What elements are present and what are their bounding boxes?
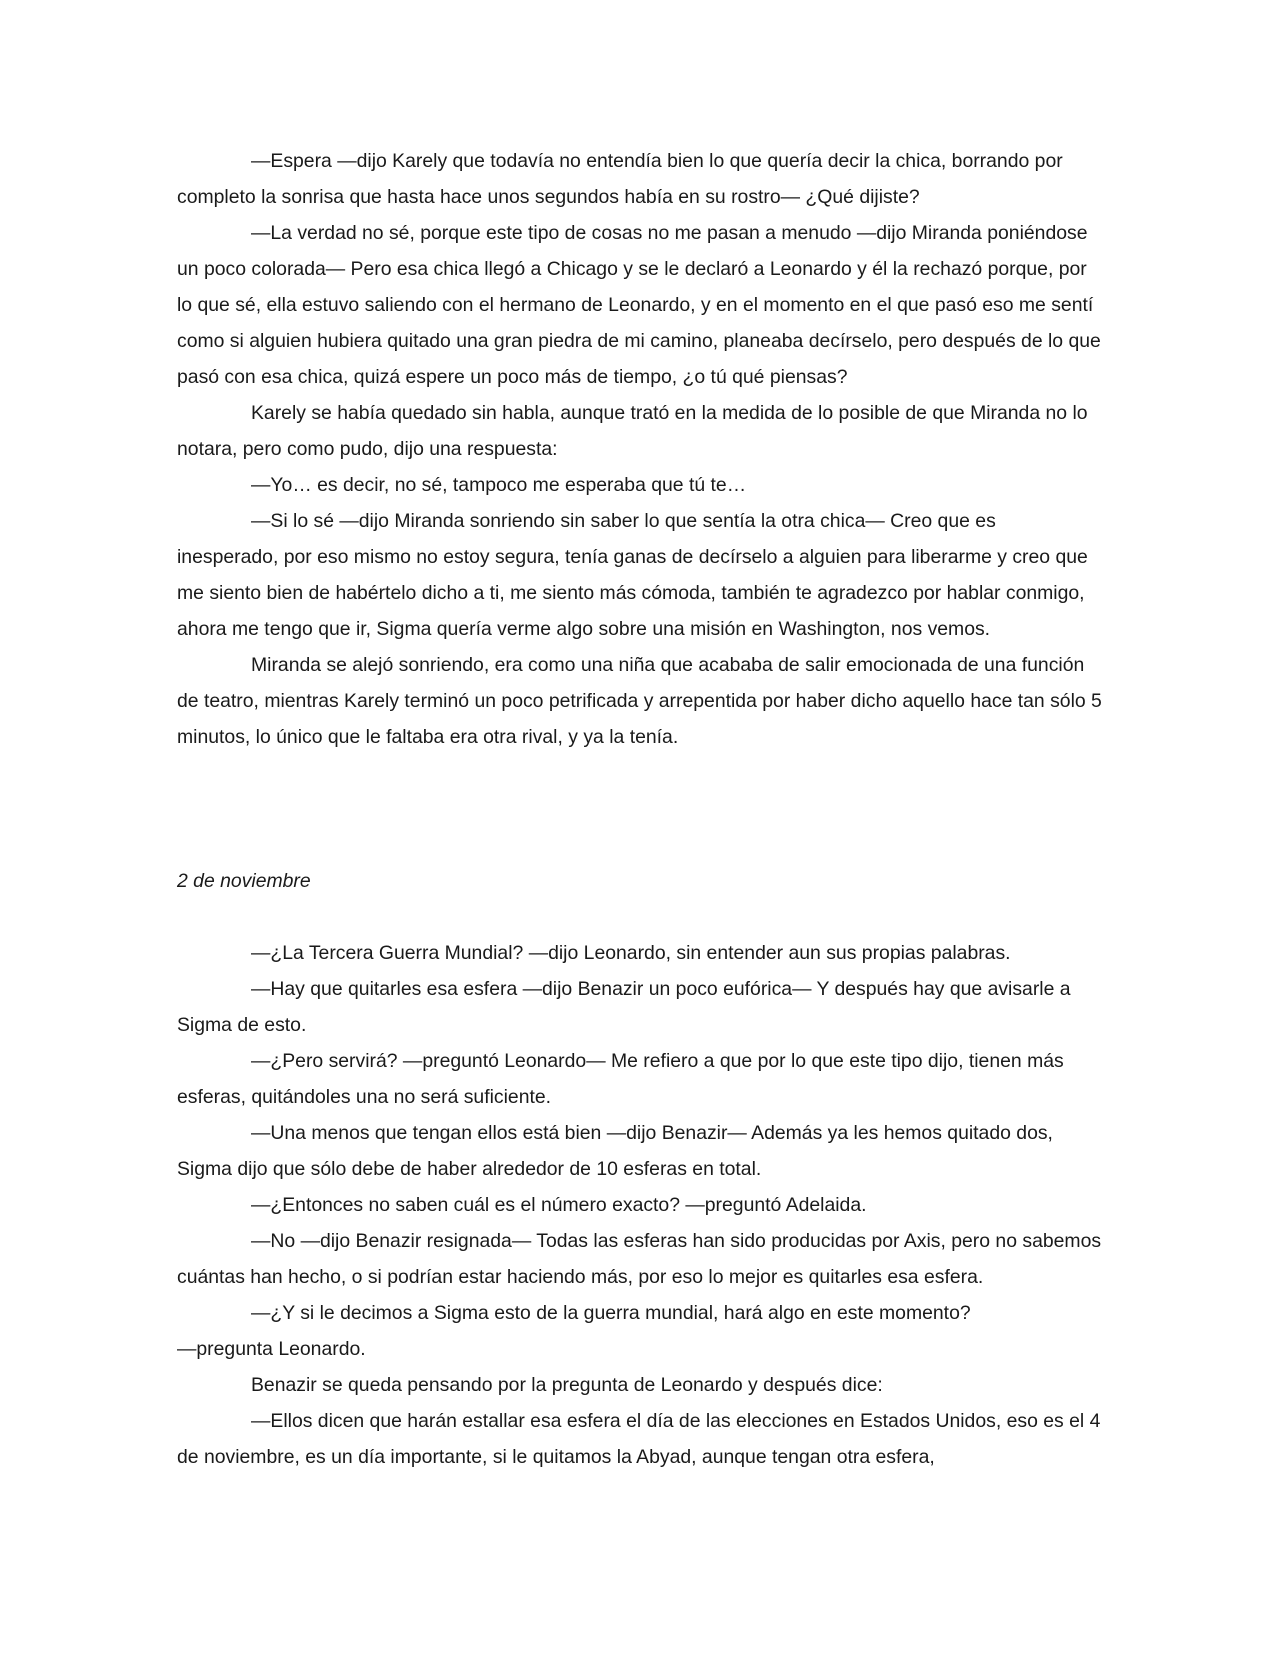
paragraph: —Yo… es decir, no sé, tampoco me esperaba que tú te…: [251, 474, 747, 496]
date-heading: 2 de noviembre: [177, 870, 311, 892]
paragraph: Karely se había quedado sin habla, aunque trató en la medida de lo posible de que Miranda no lo notara, pero como pudo, dijo una respuesta:: [177, 402, 1088, 460]
text-section-1: [177, 143, 1102, 755]
paragraph: —¿Entonces no saben cuál es el número exacto? —preguntó Adelaida.: [251, 1194, 867, 1216]
text-section-2: [177, 935, 1102, 1475]
paragraph: —No —dijo Benazir resignada— Todas las esferas han sido producidas por Axis, pero no sabemos cuántas han hecho, o si podrían estar haciendo más, por eso lo mejor es quitarles esa esfera.: [177, 1230, 1102, 1288]
paragraph: —¿Y si le decimos a Sigma esto de la guerra mundial, hará algo en este momento?: [251, 1302, 971, 1324]
paragraph: —Espera —dijo Karely que todavía no entendía bien lo que quería decir la chica, borrando por completo la sonrisa que hasta hace unos segundos había en su rostro— ¿Qué dijiste?: [177, 150, 1063, 208]
paragraph: Benazir se queda pensando por la pregunta de Leonardo y después dice:: [251, 1374, 883, 1396]
paragraph: —¿La Tercera Guerra Mundial? —dijo Leonardo, sin entender aun sus propias palabras.: [251, 942, 1011, 964]
paragraph: —Hay que quitarles esa esfera —dijo Benazir un poco eufórica— Y después hay que avisarle a Sigma de esto.: [177, 978, 1071, 1036]
paragraph: —¿Pero servirá? —preguntó Leonardo— Me refiero a que por lo que este tipo dijo, tienen más esferas, quitándoles una no será suficiente.: [177, 1050, 1064, 1108]
paragraph-continuation: —pregunta Leonardo.: [177, 1338, 366, 1360]
paragraph: —Ellos dicen que harán estallar esa esfera el día de las elecciones en Estados Unidos, eso es el 4 de noviembre, es un día importante, si le quitamos la Abyad, aunque tengan otra esfera,: [177, 1410, 1101, 1468]
paragraph: —Si lo sé —dijo Miranda sonriendo sin saber lo que sentía la otra chica— Creo que es inesperado, por eso mismo no estoy segura, tenía ganas de decírselo a alguien para liberarme y creo que me siento bien de habértelo dicho a ti, me siento más cómoda, también te agradezco por hablar conmigo, ahora me tengo que ir, Sigma quería verme algo sobre una misión en Washington, nos vemos.: [177, 510, 1088, 640]
paragraph: Miranda se alejó sonriendo, era como una niña que acababa de salir emocionada de una función de teatro, mientras Karely terminó un poco petrificada y arrepentida por haber dicho aquello hace tan sólo 5 minutos, lo único que le faltaba era otra rival, y ya la tenía.: [177, 654, 1102, 748]
paragraph: —La verdad no sé, porque este tipo de cosas no me pasan a menudo —dijo Miranda poniéndose un poco colorada— Pero esa chica llegó a Chicago y se le declaró a Leonardo y él la rechazó porque, por lo que sé, ella estuvo saliendo con el hermano de Leonardo, y en el momento en el que pasó eso me sentí como si alguien hubiera quitado una gran piedra de mi camino, planeaba decírselo, pero después de lo que pasó con esa chica, quizá espere un poco más de tiempo, ¿o tú qué piensas?: [177, 222, 1101, 388]
paragraph: —Una menos que tengan ellos está bien —dijo Benazir— Además ya les hemos quitado dos, Sigma dijo que sólo debe de haber alrededor de 10 esferas en total.: [177, 1122, 1053, 1180]
